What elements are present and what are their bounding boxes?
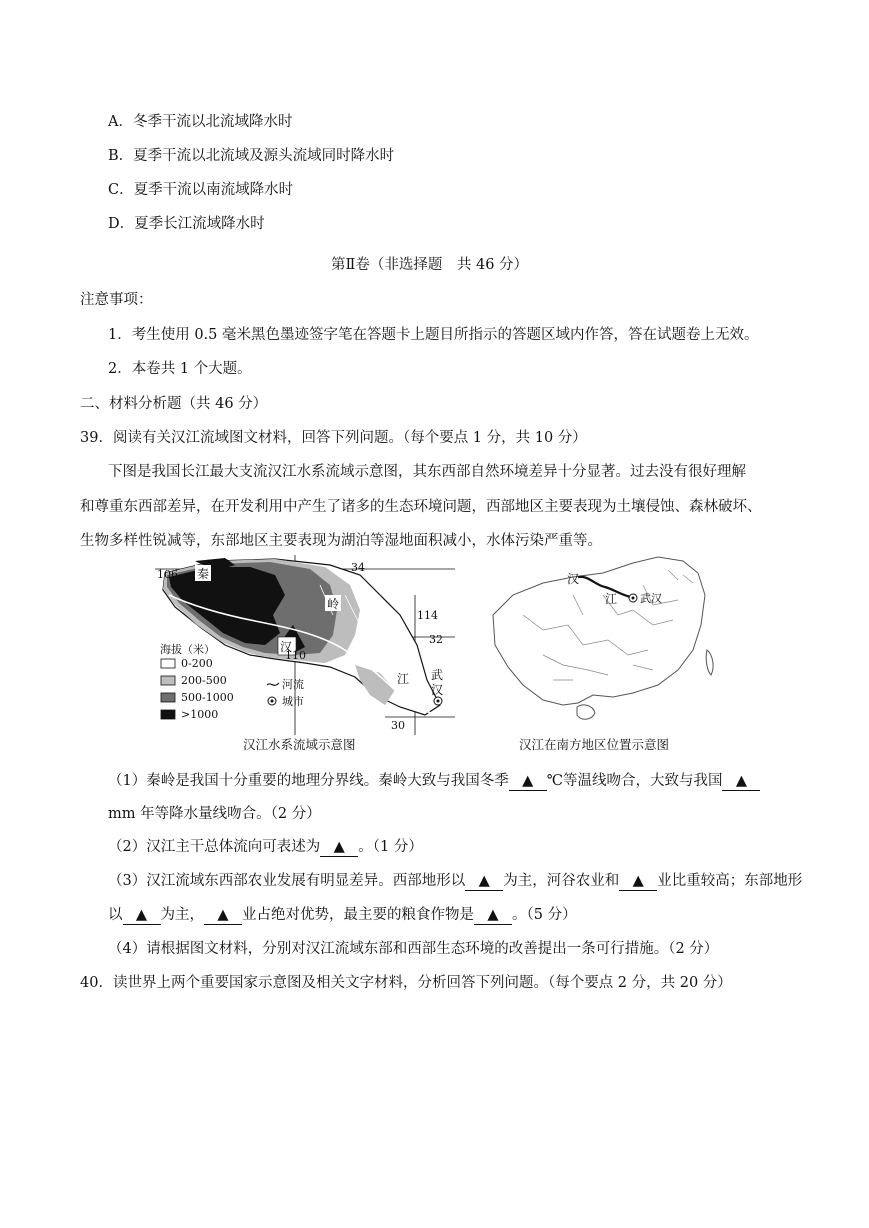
q39-para-2: 和尊重东西部差异，在开发利用中产生了诸多的生态环境问题，西部地区主要表现为土壤侵蚀、森林破坏、 — [80, 499, 762, 515]
coord-30: 30 — [391, 719, 405, 732]
part-title: 二、材料分析题（共 46 分） — [80, 396, 268, 412]
label-han2: 汉 — [431, 683, 444, 697]
legend-label-1: 200-500 — [181, 674, 227, 687]
answer-blank-5[interactable]: ▲ — [619, 872, 657, 891]
q39-sub4: （4）请根据图文材料，分别对汉江流域东部和西部生态环境的改善提出一条可行措施。（2 分） — [108, 941, 719, 957]
legend-title: 海拔（米） — [160, 643, 215, 656]
q39-sub1-line1: （1）秦岭是我国十分重要的地理分界线。秦岭大致与我国冬季 ▲ ℃等温线吻合，大致与我国 ▲ — [108, 771, 760, 791]
answer-blank-3[interactable]: ▲ — [320, 838, 358, 857]
answer-blank-4[interactable]: ▲ — [465, 872, 503, 891]
q39-sub3-line2: 以 ▲ 为主， ▲ 业占绝对优势，最主要的粮食作物是 ▲ 。（5 分） — [108, 907, 577, 923]
map1-caption: 汉江水系流域示意图 — [243, 737, 356, 752]
label-jiang: 江 — [397, 672, 410, 686]
legend-city: 城市 — [282, 695, 304, 708]
q39-sub2: （2）汉江主干总体流向可表述为 ▲ 。（1 分） — [108, 839, 423, 855]
q39-stem: 39．阅读有关汉江流域图文材料，回答下列问题。（每个要点 1 分，共 10 分） — [80, 430, 587, 446]
notice-item-1: 1．考生使用 0.5 毫米黑色墨迹签字笔在答题卡上题目所指示的答题区域内作答，答在试题卷上无效。 — [108, 327, 759, 343]
q39-sub1-line2: mm 年等降水量线吻合。（2 分） — [108, 806, 321, 822]
coord-106: 106 — [157, 568, 178, 581]
legend-swatch-3 — [161, 710, 175, 719]
legend-label-3: >1000 — [181, 708, 219, 721]
answer-blank-8[interactable]: ▲ — [474, 906, 512, 925]
choice-a: A．冬季干流以北流域降水时 — [108, 114, 293, 130]
answer-blank-7[interactable]: ▲ — [204, 906, 242, 925]
q40-stem: 40．读世界上两个重要国家示意图及相关文字材料，分析回答下列问题。（每个要点 2 分，共 20 分） — [80, 975, 732, 991]
river-symbol-icon — [267, 683, 279, 685]
legend-swatch-0 — [161, 659, 175, 668]
notice-title: 注意事项： — [80, 292, 153, 308]
legend-river: 河流 — [282, 678, 304, 691]
choice-c: C．夏季干流以南流域降水时 — [108, 182, 294, 198]
han-river-basin-map — [155, 555, 455, 735]
q39-sub3-line1: （3）汉江流域东西部农业发展有明显差异。西部地形以 ▲ 为主，河谷农业和 ▲ 业比重较高；东部地形 — [108, 873, 803, 889]
q39-para-3: 生物多样性锐减等，东部地区主要表现为湖泊等湿地面积减小，水体污染严重等。 — [80, 533, 602, 549]
legend-label-2: 500-1000 — [181, 691, 234, 704]
legend-swatch-1 — [161, 676, 175, 685]
section-title: 第Ⅱ卷（非选择题 共 46 分） — [331, 257, 529, 273]
coord-114: 114 — [417, 609, 438, 622]
label-ling: 岭 — [327, 597, 340, 611]
label-jiang-m2: 江 — [605, 592, 618, 606]
label-qin: 秦 — [197, 567, 210, 581]
label-han-m2: 汉 — [567, 572, 580, 586]
notice-item-2: 2．本卷共 1 个大题。 — [108, 361, 252, 377]
south-china-location-map — [483, 555, 723, 735]
label-han: 汉 — [280, 640, 293, 654]
coord-110: 110 — [285, 649, 306, 662]
q39-para-1: 下图是我国长江最大支流汉江水系流域示意图，其东西部自然环境差异十分显著。过去没有很好理解 — [108, 464, 746, 480]
coord-34: 34 — [351, 561, 365, 574]
label-wuhan-m2: 武汉 — [640, 592, 662, 605]
legend-label-0: 0-200 — [181, 657, 213, 670]
coord-32: 32 — [429, 633, 443, 646]
choice-d: D．夏季长江流域降水时 — [108, 216, 265, 232]
map2-caption: 汉江在南方地区位置示意图 — [519, 737, 670, 752]
answer-blank-2[interactable]: ▲ — [722, 772, 760, 791]
answer-blank-6[interactable]: ▲ — [123, 906, 161, 925]
label-wu: 武 — [431, 668, 444, 682]
choice-b: B．夏季干流以北流域及源头流域同时降水时 — [108, 148, 395, 164]
answer-blank-1[interactable]: ▲ — [509, 772, 547, 791]
legend-swatch-2 — [161, 693, 175, 702]
